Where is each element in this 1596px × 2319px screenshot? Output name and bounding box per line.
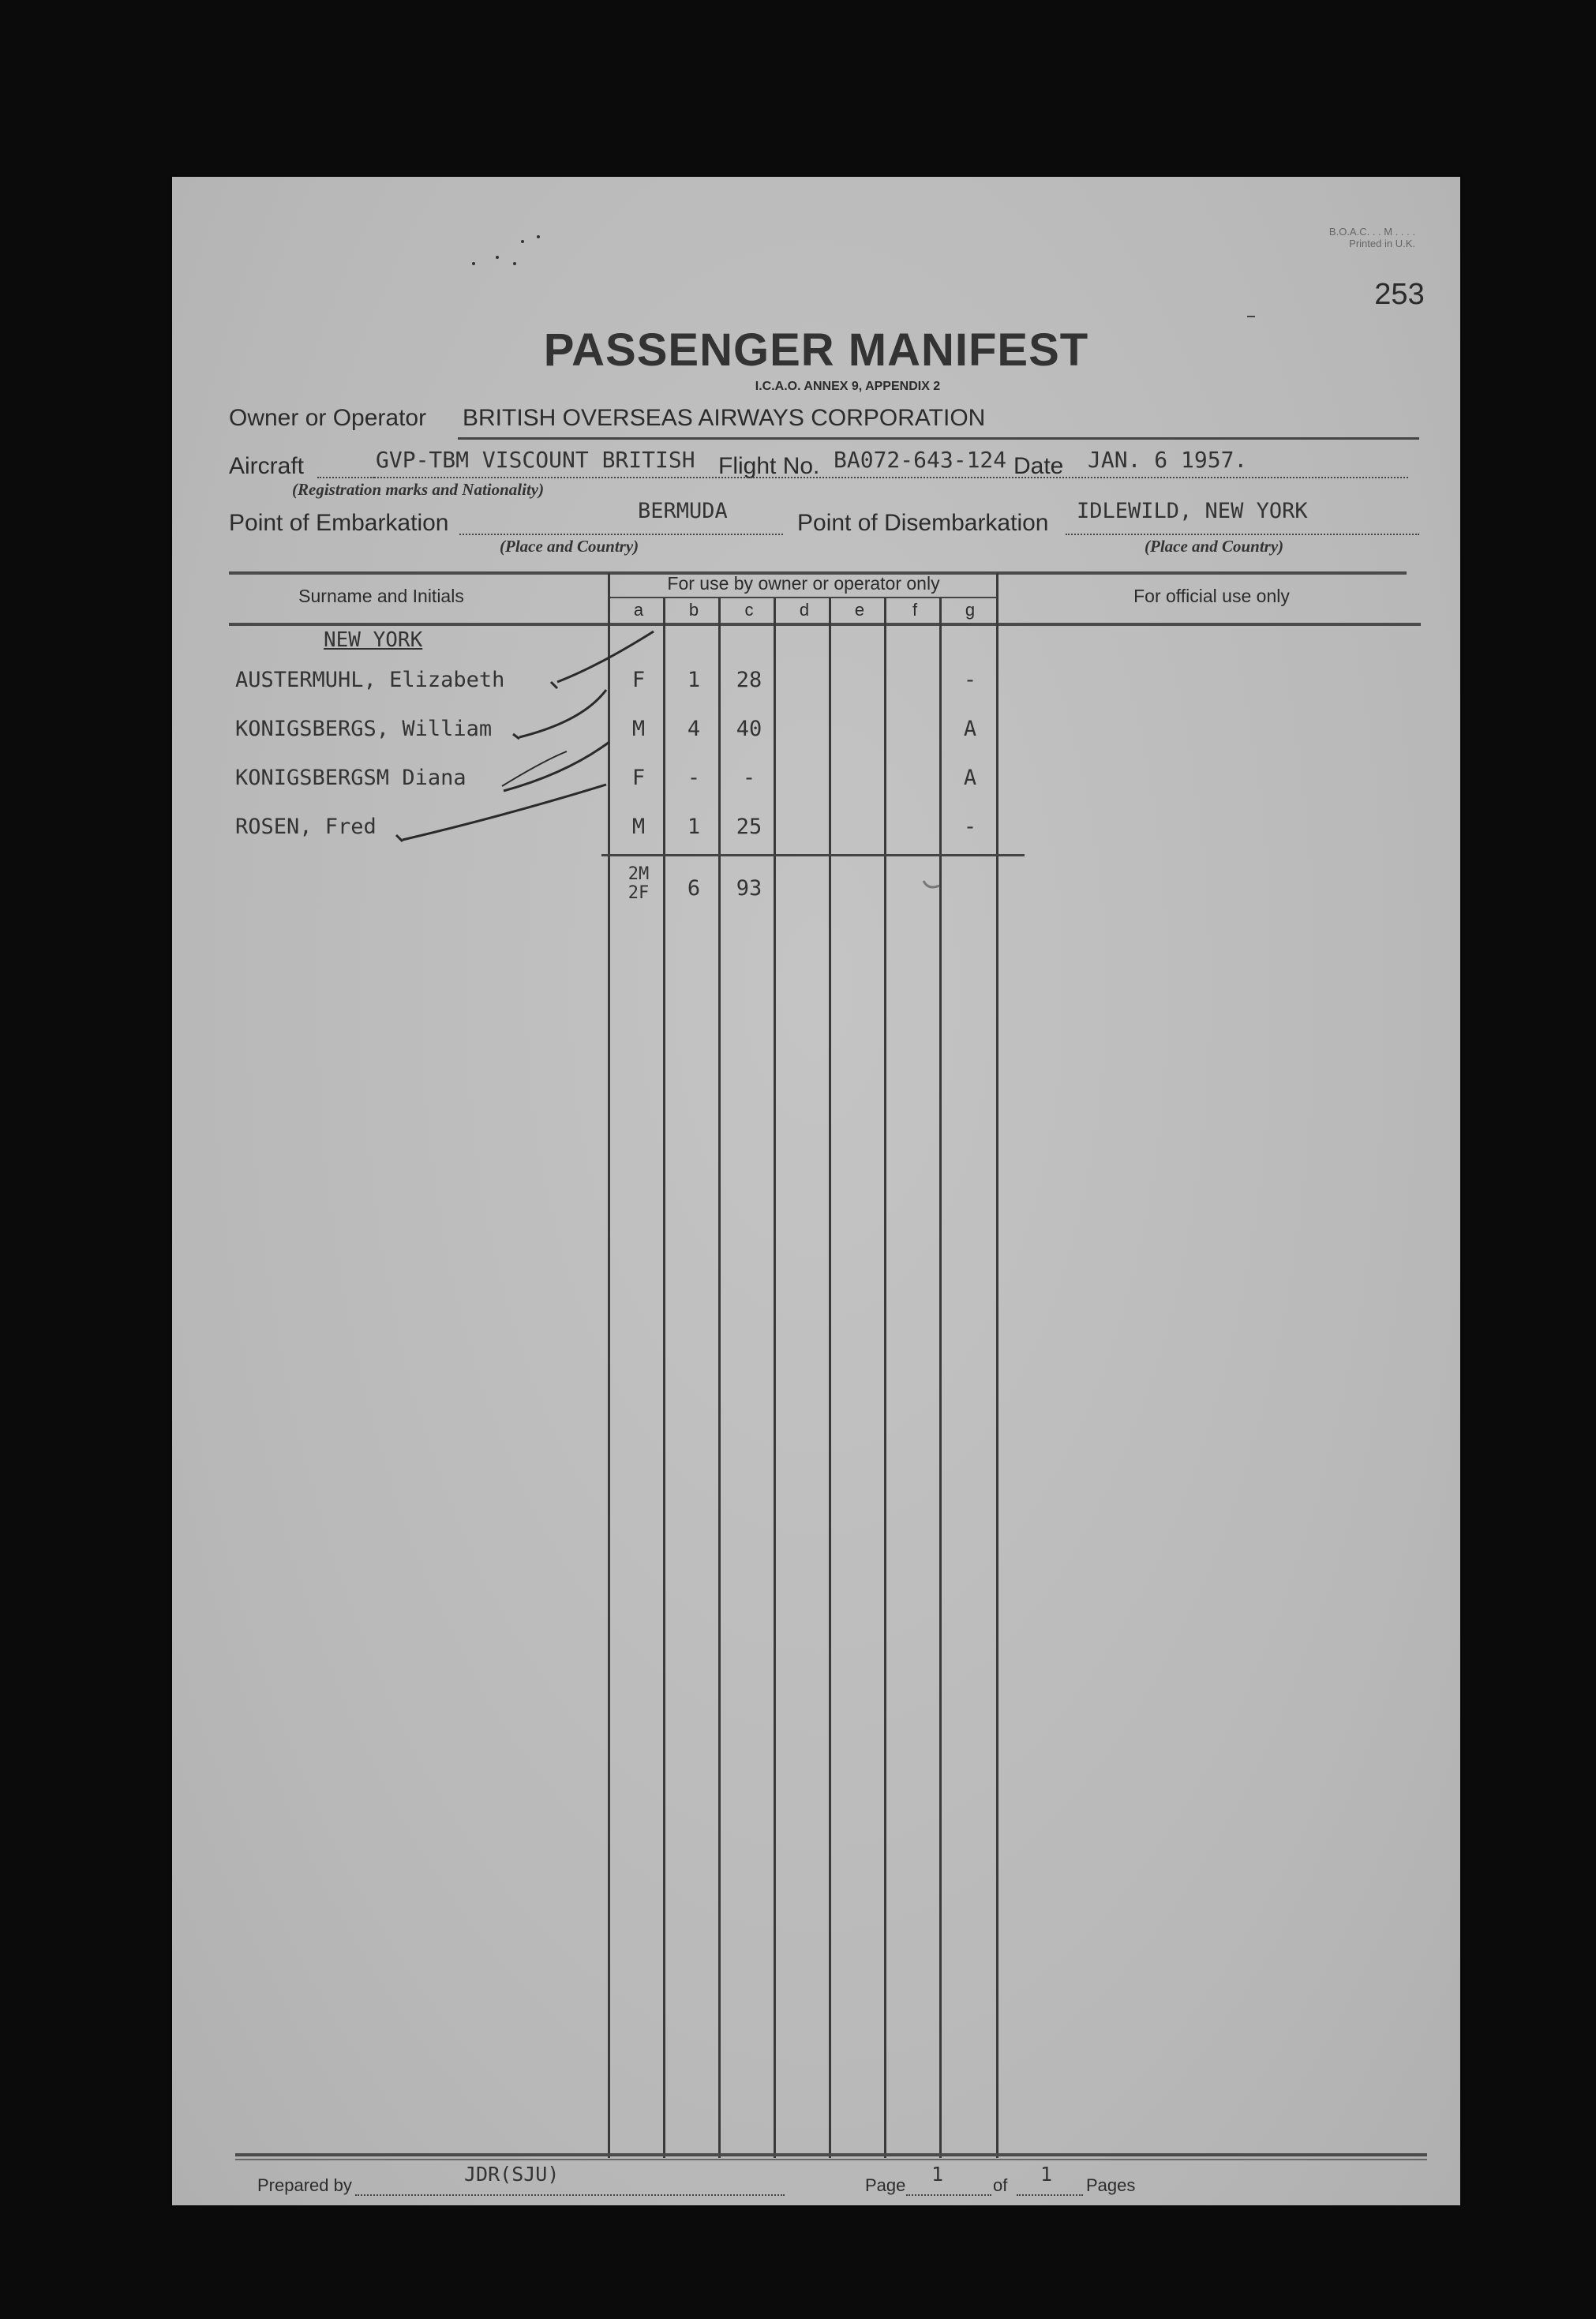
column-letter-b: b [688,600,699,620]
column-letter-e: e [854,600,865,620]
page-value: 1 [931,2163,944,2186]
cell-b: - [687,766,701,790]
cell-b: 4 [687,717,701,741]
passenger-name: ROSEN, Fred [235,815,377,839]
disembark-label: Point of Disembarkation [797,510,1049,536]
of-value: 1 [1040,2163,1053,2186]
passenger-name: AUSTERMUHL, Elizabeth [235,668,505,692]
column-letter-g: g [965,600,976,620]
flight-label: Flight No. [718,453,820,479]
column-letter-a: a [633,600,644,620]
cell-g: A [963,766,977,790]
cell-c: 40 [736,717,762,741]
passenger-name: KONIGSBERGSM Diana [235,766,466,790]
cell-g: - [963,668,977,692]
embark-label: Point of Embarkation [229,510,449,536]
page-subtitle: I.C.A.O. ANNEX 9, APPENDIX 2 [755,380,941,393]
cell-c: - [742,766,756,790]
aircraft-label: Aircraft [229,453,305,479]
embark-sublabel: (Place and Country) [500,537,639,556]
of-label: of [993,2175,1008,2195]
handwritten-check-marks [172,177,1460,2205]
cell-a: M [631,717,646,741]
cell-b: 1 [687,668,701,692]
printer-mark-line1: B.O.A.C. . . M . . . . [1328,226,1415,238]
page-title: PASSENGER MANIFEST [543,324,1089,376]
passenger-name: KONIGSBERGS, William [235,717,493,741]
page-label: Page [865,2175,906,2195]
disembark-value: IDLEWILD, NEW YORK [1077,499,1308,523]
section-heading: NEW YORK [324,628,423,652]
cell-a: F [631,668,646,692]
date-label: Date [1013,453,1064,479]
manifest-sheet [172,177,1460,2205]
totals-rule [601,854,1025,856]
pages-label: Pages [1086,2175,1136,2195]
total-a [611,865,666,903]
prepared-by-value: JDR(SJU) [464,2163,560,2186]
cell-g: - [963,815,977,839]
total-b: 6 [687,876,701,901]
page-number: 253 [1374,278,1425,311]
cell-a: F [631,766,646,790]
table-bottom-rule [235,2153,1427,2156]
aircraft-value: GVP-TBM VISCOUNT BRITISH [376,447,695,473]
date-value: JAN. 6 1957. [1088,447,1248,473]
flight-value: BA072-643-124 [834,447,1007,473]
column-letter-c: c [744,600,754,620]
column-letter-f: f [912,600,918,620]
cell-c: 28 [736,668,762,692]
cell-b: 1 [687,815,701,839]
official-use-header: For official use only [1133,586,1290,606]
total-c: 93 [736,876,762,901]
prepared-by-label: Prepared by [257,2175,352,2195]
printer-mark-line2: Printed in U.K. [1349,238,1415,249]
operator-label: Owner or Operator [229,405,427,431]
name-column-header: Surname and Initials [298,586,464,606]
cell-g: A [963,717,977,741]
column-letter-d: d [799,600,810,620]
owner-use-header: For use by owner or operator only [667,573,940,594]
total-female-count: 2F [628,883,650,903]
aircraft-sublabel: (Registration marks and Nationality) [292,480,545,499]
total-male-count: 2M [628,864,650,884]
embark-value: BERMUDA [638,499,728,523]
cell-a: M [631,815,646,839]
operator-value: BRITISH OVERSEAS AIRWAYS CORPORATION [463,405,986,431]
cell-c: 25 [736,815,762,839]
disembark-sublabel: (Place and Country) [1145,537,1284,556]
